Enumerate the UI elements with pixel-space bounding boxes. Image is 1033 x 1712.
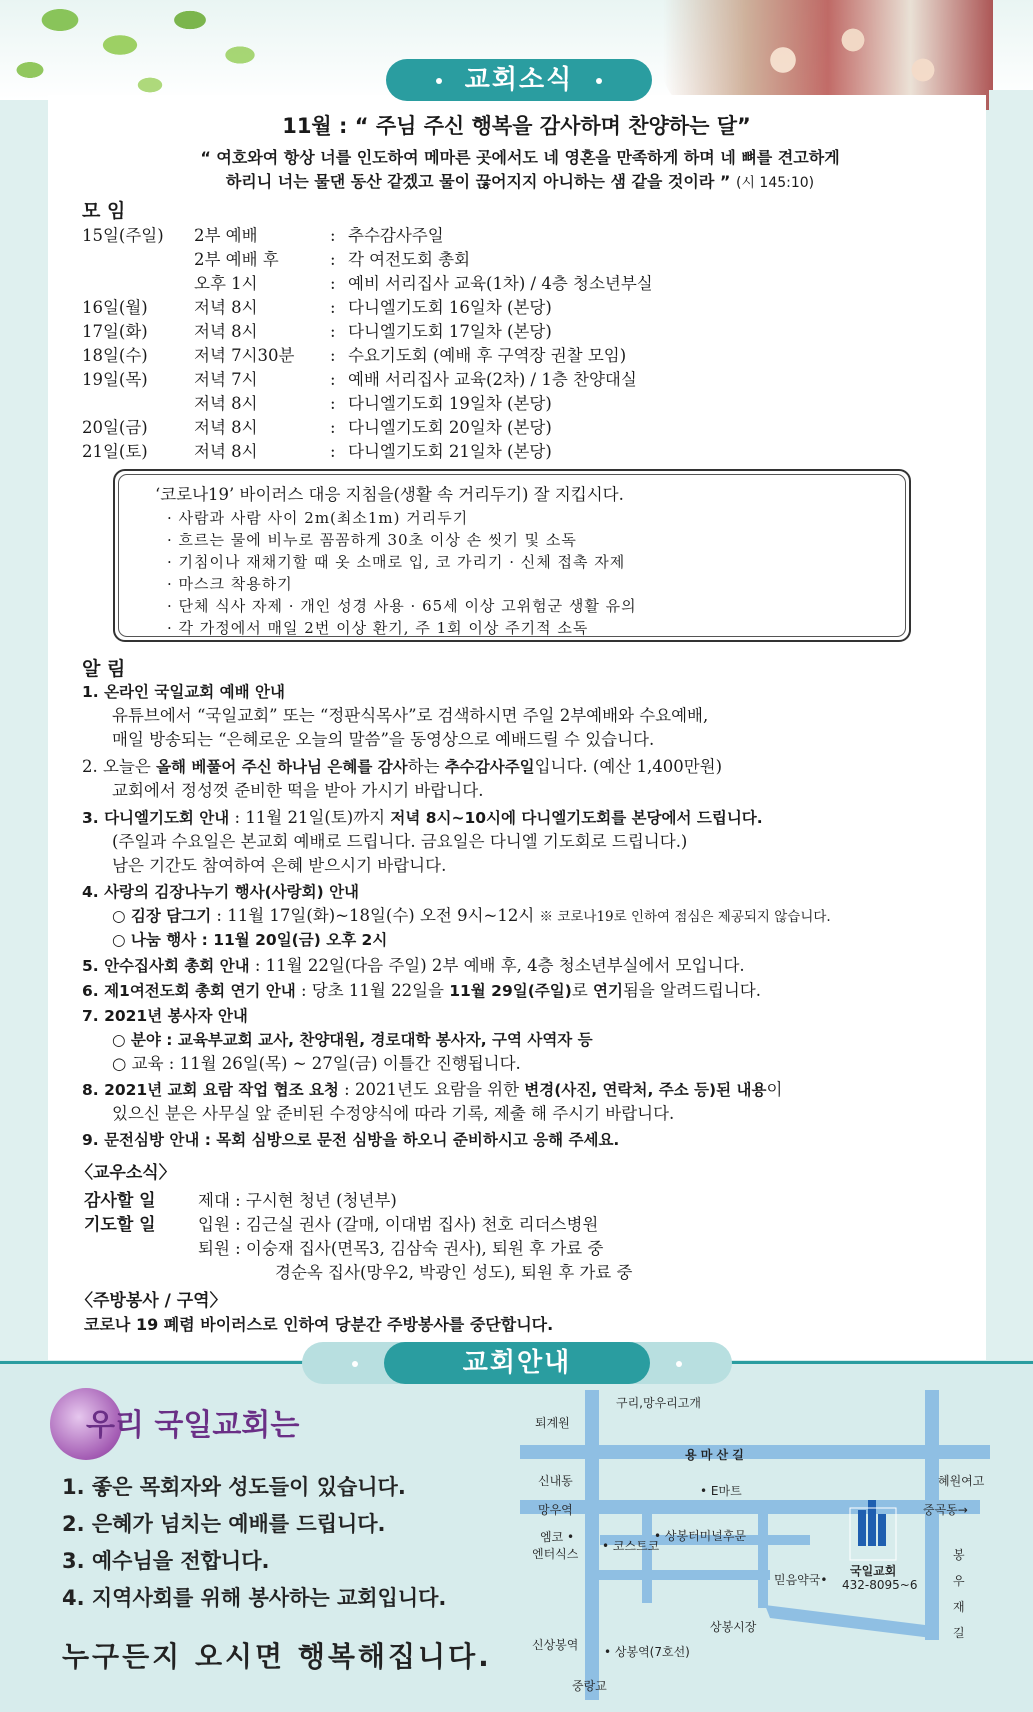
road-diagonal [765, 1605, 932, 1638]
schedule-heading: 모 임 [82, 200, 126, 222]
notice-8: 8. 2021년 교회 요람 작업 협조 요청 : 2021년도 요람을 위한 변경(사진, 연락처, 주소 등)된 내용이 [82, 1080, 783, 1099]
guide-slogan: 누구든지 오시면 행복해집니다. [62, 1640, 492, 1673]
notice-1-title: 1. 온라인 국일교회 예배 안내 [82, 683, 285, 701]
notice-6: 6. 제1여전도회 총회 연기 안내 : 당초 11월 22일을 11월 29일(주일)로 연기됨을 알려드립니다. [82, 981, 761, 1000]
bulletin-page: 교회소식 11월 : “ 주님 주신 행복을 감사하며 찬양하는 달” “ 여호와여 항상 너를 인도하여 메마른 곳에서도 네 영혼을 만족하게 하며 네 뼈를 견고하게 하리니 너는 물댄 동산 같겠고 물이 끊어지지 아니하는 샘 같을 것이라 ” (시 145:10) 모 임 15일(주일) 2부 예배 : 추수감사주일 2부 예배 후 : 각 여전도회 총회 오후 1시 : 예비 서리집사 교육(1차) / 4층 청소년부실 16일(월) 저녁 8시 : 다니엘기도회 16일차 (본당) 17일(화) 저녁 8시 : 다니엘기도회 17일차 (본당) 18일(수) 저녁 7시30분 : 수요기도회 (예배 후 구역장 권찰 모임) 19일(목) 저녁 7시 : 예배 서리집사 교육(2차) / 1층 찬양대실 저녁 8시 : 다니엘기도회 19일차 (본당) 20일(금) 저녁 8시 : 다니엘기도회 20일차 (본당) 21일(토) 저녁 8시 : 다니엘기도회 21일차 (본당) ‘코로나19’ 바이러스 대응 지침을(생활 속 거리두기) 잘 지킵시다. · 사람과 사람 사이 2m(최소1m) 거리두기 · 흐르는 물에 비누로 꼼꼼하게 30초 이상 손 씻기 및 소독 · 기침이나 재채기할 때 옷 소매로 입, 코 가리기 · 신체 접촉 자제 · 마스크 착용하기 · 단체 식사 자제 · 개인 성경 사용 · 65세 이상 고위험군 생활 유의 · 각 가정에서 매일 2번 이상 환기, 주 1회 이상 주기적 소독 알 림 1. 온라인 국일교회 예배 안내 유튜브에서 “국일교회” 또는 “정판식목사”로 검색하시면 주일 2부예배와 수요예배, 매일 방송되는 “은혜로운 오늘의 말씀”을 동영상으로 예배드릴 수 있습니다. 2. 오늘은 올해 베풀어 주신 하나님 은혜를 감사하는 추수감사주일입니다. (예산 1,400만원) 교회에서 정성껏 준비한 떡을 받아 가시기 바랍니다. 3. 다니엘기도회 안내 : 11월 21일(토)까지 저녁 8시~10시에 다니엘기도회를 본당에서 드립니다. (주일과 수요일은 본교회 예배로 드립니다. 금요일은 다니엘 기도회로 드립니다.) 남은 기간도 참여하여 은혜 받으시기 바랍니다. 4. 사랑의 김장나누기 행사(사랑회) 안내 ○ 김장 담그기 : 11월 17일(화)~18일(수) 오전 9시~12시 ※ 코로나19로 인하여 점심은 제공되지 않습니다. ○ 나눔 행사 : 11월 20일(금) 오후 2시 5. 안수집사회 총회 안내 : 11월 22일(다음 주일) 2부 예배 후, 4층 청소년부실에서 모입니다. 6. 제1여전도회 총회 연기 안내 : 당초 11월 22일을 11월 29일(주일)로 연기됨을 알려드립니다. 7. 2021년 봉사자 안내 ○ 분야 : 교육부교회 교사, 찬양대원, 경로대학 봉사자, 구역 사역자 등 ○ 교육 : 11월 26일(목) ~ 27일(금) 이틀간 진행됩니다. 8. 2021년 교회 요람 작업 협조 요청 : 2021년도 요람을 위한 변경(사진, 연락처, 주소 등)된 내용이 있으신 분은 사무실 앞 준비된 수정양식에 따라 기록, 제출 해 주시기 바랍니다. 9. 문전심방 안내 : 목회 심방으로 문전 심방을 하오니 준비하시고 응해 주세요. 〈교우소식〉 감사할 일 제대 : 구시현 청년 (청년부) 기도할 일 입원 : 김근실 권사 (갈매, 이대범 집사) 천호 리더스병원 퇴원 : 이숭재 집사(면목3, 김삼숙 권사), 퇴원 후 가료 중 경순옥 집사(망우2, 박광인 성도), 퇴원 후 가료 중 〈주방봉사 / 구역〉 코로나 19 폐렴 바이러스로 인하여 당분간 주방봉사를 중단합니다. 교회안내 우리 국일교회는 1. 좋은 목회자와 성도들이 있습니다. 2. 은혜가 넘치는 예배를 드립니다. 3. 예수님을 전합니다. 4. 지역사회를 위해 봉사하는 교회입니다. 누구든지 오시면 행복해집니다. 퇴계원 구리,망우리고개 용 마 산 길 신내동 • E마트 혜원여고 망우역 중곡동→ 엠코 • 엔터식스 • 코스트코 • 상봉터미널후문 국일교회 432-8095~6 믿음약국• 봉 우 재 길 상봉시장 신상봉역 • 상봉역(7호선) 중랑교 [0, 0, 1033, 1712]
verse-reference: (시 145:10) [735, 175, 815, 191]
map-label-yongmasan: 용 마 산 길 [685, 1448, 744, 1462]
map-label-emart: • E마트 [700, 1484, 742, 1498]
guide-item: 4. 지역사회를 위해 봉사하는 교회입니다. [62, 1586, 447, 1610]
map-label-jungnang: 중랑교 [572, 1679, 607, 1693]
map-label-hyewon: 혜원여고 [938, 1474, 985, 1488]
road-vertical-left [585, 1390, 599, 1700]
road-yongmasan [520, 1445, 990, 1459]
guide-item: 2. 은혜가 넘치는 예배를 드립니다. [62, 1512, 386, 1536]
section-title-news: 교회소식 [386, 59, 652, 101]
church-location-map [520, 1390, 990, 1700]
covid-guideline-item: · 마스크 착용하기 [167, 575, 293, 593]
guide-title: 우리 국일교회는 [86, 1408, 300, 1443]
map-label-gil: 길 [953, 1626, 965, 1640]
map-label-phone: 432-8095~6 [842, 1578, 918, 1592]
section-title-guide: 교회안내 [302, 1342, 732, 1384]
map-label-u: 우 [953, 1574, 965, 1588]
notice-3: 3. 다니엘기도회 안내 : 11월 21일(토)까지 저녁 8시~10시에 다니엘기도회를 본당에서 드립니다. [82, 808, 763, 827]
road-junggok [520, 1500, 980, 1514]
thanks-label: 감사할 일 [84, 1191, 156, 1211]
notice-3-line: 남은 기간도 참여하여 은혜 받으시기 바랍니다. [112, 856, 447, 875]
notice-8-line: 있으신 분은 사무실 앞 준비된 수정양식에 따라 기록, 제출 해 주시기 바랍니다. [112, 1104, 675, 1123]
pray-text: 경순옥 집사(망우2, 박광인 성도), 퇴원 후 가료 중 [275, 1263, 633, 1282]
road-terminal [642, 1508, 652, 1603]
notice-1-line: 매일 방송되는 “은혜로운 오늘의 말씀”을 동영상으로 예배드릴 수 있습니다. [112, 730, 655, 749]
verse-line-1: “ 여호와여 항상 너를 인도하여 메마른 곳에서도 네 영혼을 만족하게 하며 네 뼈를 견고하게 [200, 148, 840, 167]
right-margin-strip [989, 90, 1033, 1360]
guide-item: 1. 좋은 목회자와 성도들이 있습니다. [62, 1475, 406, 1499]
map-label-sangbong7: • 상봉역(7호선) [604, 1645, 690, 1659]
notice-4-sub: ○ 나눔 행사 : 11월 20일(금) 오후 2시 [112, 931, 388, 949]
notice-4-sub: ○ 김장 담그기 : 11월 17일(화)~18일(수) 오전 9시~12시 ※ 코로나19로 인하여 점심은 제공되지 않습니다. [112, 906, 831, 925]
pray-label: 기도할 일 [84, 1215, 156, 1235]
map-label-entersix: 엔터식스 [532, 1547, 579, 1561]
map-label-emko: 엠코 • [540, 1530, 575, 1544]
map-label-church: 국일교회 [850, 1564, 897, 1578]
verse-line-2: 하리니 너는 물댄 동산 같겠고 물이 끊어지지 아니하는 샘 같을 것이라 ” (시 145:10) [225, 172, 815, 191]
notice-9: 9. 문전심방 안내 : 목회 심방으로 문전 심방을 하오니 준비하시고 응해 주세요. [82, 1131, 620, 1149]
thanks-text: 제대 : 구시현 청년 (청년부) [198, 1191, 397, 1210]
covid-guideline-item: · 각 가정에서 매일 2번 이상 환기, 주 1회 이상 주기적 소독 [167, 619, 589, 637]
covid-guideline-item: · 단체 식사 자제 · 개인 성경 사용 · 65세 이상 고위험군 생활 유의 [167, 597, 637, 615]
map-label-jae: 재 [953, 1600, 965, 1614]
road-market [758, 1508, 768, 1608]
map-label-bong: 봉 [953, 1548, 965, 1562]
map-label-market: 상봉시장 [710, 1620, 757, 1634]
kitchen-heading: 〈주방봉사 / 구역〉 [76, 1291, 227, 1311]
scripture-verse [80, 146, 960, 195]
notice-7-title: 7. 2021년 봉사자 안내 [82, 1007, 248, 1025]
map-label-junggok: 중곡동→ [923, 1503, 968, 1517]
notice-2: 2. 오늘은 올해 베풀어 주신 하나님 은혜를 감사하는 추수감사주일입니다. (예산 1,400만원) [82, 757, 723, 776]
covid-guideline-item: · 사람과 사람 사이 2m(최소1m) 거리두기 [167, 509, 469, 527]
pray-text: 입원 : 김근실 권사 (갈매, 이대범 집사) 천호 리더스병원 [198, 1215, 599, 1234]
notice-4-title: 4. 사랑의 김장나누기 행사(사랑회) 안내 [82, 883, 360, 901]
choir-photo [663, 0, 993, 110]
map-roads [520, 1390, 990, 1700]
notice-1-line: 유튜브에서 “국일교회” 또는 “정판식목사”로 검색하시면 주일 2부예배와 수요예배, [112, 706, 709, 725]
notice-5: 5. 안수집사회 총회 안내 : 11월 22일(다음 주일) 2부 예배 후, 4층 청소년부실에서 모입니다. [82, 956, 745, 975]
guide-item: 3. 예수님을 전합니다. [62, 1549, 270, 1573]
notice-3-line: (주일과 수요일은 본교회 예배로 드립니다. 금요일은 다니엘 기도회로 드립니다.) [112, 832, 688, 851]
map-label-sinsang: 신상봉역 [532, 1638, 579, 1652]
kyowoo-heading: 〈교우소식〉 [76, 1163, 176, 1183]
map-label-toegyewon: 퇴계원 [535, 1416, 570, 1430]
covid-guideline-item: · 기침이나 재채기할 때 옷 소매로 입, 코 가리기 · 신체 접촉 자제 [167, 553, 626, 571]
notices-heading: 알 림 [82, 658, 126, 680]
covid-guideline-box [113, 469, 911, 642]
month-theme-title: 11월 : “ 주님 주신 행복을 감사하며 찬양하는 달” [282, 114, 751, 138]
leaves-decoration [0, 0, 300, 110]
covid-guideline-title: ‘코로나19’ 바이러스 대응 지침을(생활 속 거리두기) 잘 지킵시다. [155, 485, 624, 504]
kitchen-text: 코로나 19 폐렴 바이러스로 인하여 당분간 주방봉사를 중단합니다. [84, 1315, 554, 1334]
map-label-terminal: • 상봉터미널후문 [654, 1529, 747, 1543]
map-label-sinnae: 신내동 [538, 1474, 573, 1488]
covid-guideline-item: · 흐르는 물에 비누로 꼼꼼하게 30초 이상 손 씻기 및 소독 [167, 531, 577, 549]
notice-2-line: 교회에서 정성껏 준비한 떡을 받아 가시기 바랍니다. [112, 781, 484, 800]
road-sangbong [590, 1570, 770, 1580]
notice-7-sub: ○ 교육 : 11월 26일(목) ~ 27일(금) 이틀간 진행됩니다. [112, 1054, 521, 1073]
map-label-pharmacy: 믿음약국• [774, 1573, 828, 1587]
map-label-mangu: 망우역 [538, 1503, 573, 1517]
map-label-costco: • 코스트코 [602, 1539, 660, 1553]
map-label-guri: 구리,망우리고개 [616, 1396, 701, 1410]
notice-7-sub: ○ 분야 : 교육부교회 교사, 찬양대원, 경로대학 봉사자, 구역 사역자 등 [112, 1031, 593, 1049]
pray-text: 퇴원 : 이숭재 집사(면목3, 김삼숙 권사), 퇴원 후 가료 중 [198, 1239, 604, 1258]
